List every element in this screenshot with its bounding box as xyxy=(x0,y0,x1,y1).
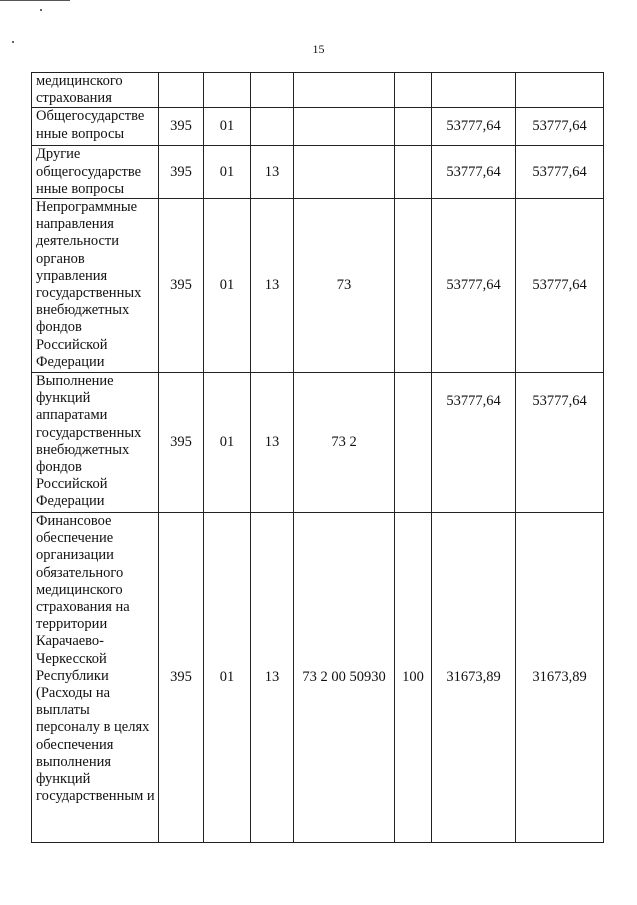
table-cell: 53777,64 xyxy=(432,373,516,513)
table-row xyxy=(32,146,604,199)
table-cell: 395 xyxy=(159,373,204,513)
table-cell: 53777,64 xyxy=(516,373,604,513)
table-cell: 395 xyxy=(159,199,204,373)
table-cell xyxy=(516,73,604,108)
table-cell: 13 xyxy=(251,146,294,199)
table-cell: 100 xyxy=(395,513,432,843)
table-cell: 01 xyxy=(204,513,251,843)
table-cell xyxy=(395,146,432,199)
table-cell: 73 2 xyxy=(294,373,395,513)
table-cell: 53777,64 xyxy=(516,108,604,146)
row-name-cell: Общегосударстве нные вопросы xyxy=(32,108,159,146)
table-cell: 01 xyxy=(204,199,251,373)
table-cell: 01 xyxy=(204,108,251,146)
page-number: 15 xyxy=(312,42,325,56)
table-cell: 73 xyxy=(294,199,395,373)
row-name-cell: Непрограммные направления деятельности органов управления государственных внебюджетных фондов Российской Федерации xyxy=(32,199,159,373)
table-cell: 53777,64 xyxy=(516,146,604,199)
table-cell xyxy=(395,373,432,513)
table-row xyxy=(32,373,604,513)
row-name-cell: Финансовое обеспечение организации обязательного медицинского страхования на территории Карачаево-Черкесской Республики (Расходы на выплаты персоналу в целях обеспечения выполнения функций государственным и xyxy=(32,513,159,843)
table-cell: 53777,64 xyxy=(432,199,516,373)
table-cell: 395 xyxy=(159,146,204,199)
table-cell: 31673,89 xyxy=(432,513,516,843)
table-cell: 13 xyxy=(251,199,294,373)
table-cell xyxy=(395,73,432,108)
budget-table xyxy=(31,72,604,843)
table-cell: 01 xyxy=(204,373,251,513)
table-row xyxy=(32,108,604,146)
row-name-cell: медицинского страхования xyxy=(32,73,159,108)
scan-speck xyxy=(12,41,14,43)
row-name-cell: Другие общегосударстве нные вопросы xyxy=(32,146,159,199)
table-cell: 395 xyxy=(159,108,204,146)
table-cell: 13 xyxy=(251,373,294,513)
table-cell xyxy=(294,108,395,146)
table-cell xyxy=(204,73,251,108)
table-cell xyxy=(294,146,395,199)
table-cell: 73 2 00 50930 xyxy=(294,513,395,843)
table-cell: 395 xyxy=(159,513,204,843)
table-row xyxy=(32,199,604,373)
table-cell: 13 xyxy=(251,513,294,843)
table-cell xyxy=(251,108,294,146)
scan-edge-line xyxy=(0,0,70,1)
table-row xyxy=(32,513,604,843)
table-cell: 53777,64 xyxy=(432,108,516,146)
table-cell: 01 xyxy=(204,146,251,199)
table-cell xyxy=(395,199,432,373)
table-cell xyxy=(395,108,432,146)
table-cell: 53777,64 xyxy=(432,146,516,199)
table-cell xyxy=(251,73,294,108)
row-name-cell: Выполнение функций аппаратами государственных внебюджетных фондов Российской Федерации xyxy=(32,373,159,513)
table-cell: 53777,64 xyxy=(516,199,604,373)
table-cell xyxy=(294,73,395,108)
table-cell: 31673,89 xyxy=(516,513,604,843)
table-cell xyxy=(432,73,516,108)
table-cell xyxy=(159,73,204,108)
table-row xyxy=(32,73,604,108)
scan-speck xyxy=(40,9,42,11)
